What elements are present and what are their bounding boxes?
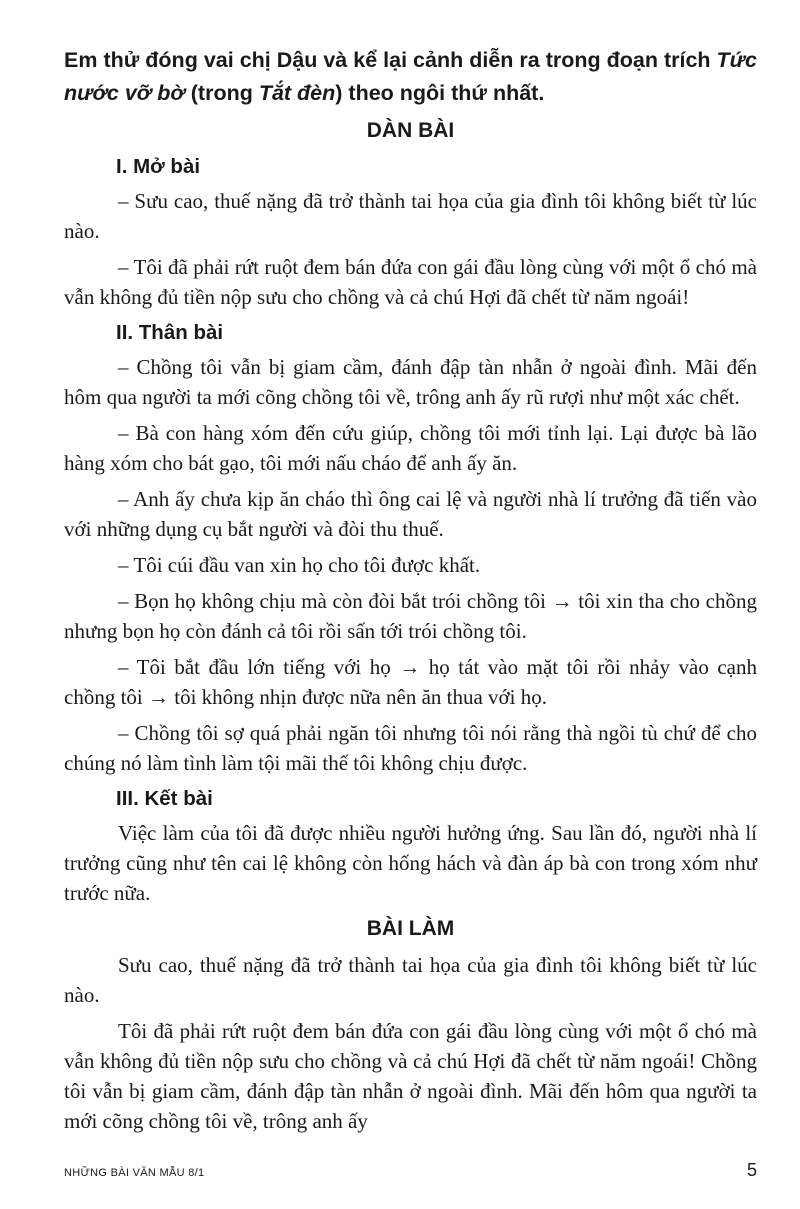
body-paragraph: – Anh ấy chưa kịp ăn cháo thì ông cai lệ và người nhà lí trưởng đã tiến vào với những dụng cụ bắt người và đòi thu thuế. [64, 487, 757, 541]
body-paragraph: – Chồng tôi sợ quá phải ngăn tôi nhưng tôi nói rằng thà ngồi tù chứ để cho chúng nó làm tình làm tội mãi thế tôi không chịu được. [64, 721, 757, 775]
outline-title: DÀN BÀI [366, 119, 455, 142]
essay-title: BÀI LÀM [366, 917, 455, 940]
document-page [64, 44, 757, 1142]
intro-paragraph: – Tôi đã phải rứt ruột đem bán đứa con gái đầu lòng cùng với một ổ chó mà vẫn không đủ tiền nộp sưu cho chồng và cả chú Hợi đã chết từ năm ngoái! [64, 255, 757, 309]
essay-paragraph: Sưu cao, thuế nặng đã trở thành tai họa của gia đình tôi không biết từ lúc nào. [64, 953, 757, 1007]
page-footer [64, 1160, 757, 1181]
conclusion-paragraph: Việc làm của tôi đã được nhiều người hưởng ứng. Sau lần đó, người nhà lí trưởng cũng như tên cai lệ không còn hống hách và đàn áp bà con trong xóm như trước nữa. [64, 821, 757, 905]
assignment-prompt [64, 44, 757, 110]
body-paragraph: – Bà con hàng xóm đến cứu giúp, chồng tôi mới tỉnh lại. Lại được bà lão hàng xóm cho bát gạo, tôi mới nấu cháo để anh ấy ăn. [64, 421, 757, 475]
body-paragraph: – Tôi cúi đầu van xin họ cho tôi được khất. [118, 553, 481, 577]
prompt-italic-2: Tắt đèn [258, 81, 336, 105]
conclusion-heading: III. Kết bài [116, 787, 213, 810]
body-heading: II. Thân bài [116, 321, 224, 344]
intro-paragraph: – Sưu cao, thuế nặng đã trở thành tai họa của gia đình tôi không biết từ lúc nào. [64, 189, 757, 243]
essay-paragraph: Tôi đã phải rứt ruột đem bán đứa con gái đầu lòng cùng với một ổ chó mà vẫn không đủ tiền nộp sưu cho chồng và cả chú Hợi đã chết từ năm ngoái! Chồng tôi vẫn bị giam cầm, đánh đập tàn nhẫn ở ngoài đình. Mãi đến hôm qua người ta mới cõng chồng tôi về, trông anh ấy [64, 1019, 757, 1133]
prompt-text-2: (trong [184, 81, 259, 105]
prompt-text-1: Em thử đóng vai chị Dậu và kể lại cảnh diễn ra trong đoạn trích [64, 48, 717, 72]
prompt-text-3: ) theo ngôi thứ nhất. [335, 81, 545, 105]
prompt-italic-1: Tức nước vỡ bờ [64, 48, 757, 105]
body-paragraph: – Chồng tôi vẫn bị giam cầm, đánh đập tàn nhẫn ở ngoài đình. Mãi đến hôm qua người ta mới cõng chồng tôi về, trông anh ấy rũ rượi như một xác chết. [64, 355, 757, 409]
page-number: 5 [746, 1160, 757, 1180]
intro-heading: I. Mở bài [116, 155, 201, 178]
body-paragraph: – Bọn họ không chịu mà còn đòi bắt trói chồng tôi → tôi xin tha cho chồng nhưng bọn họ còn đánh cả tôi rồi sấn tới trói chồng tôi. [64, 589, 757, 643]
footer-book-title: NHỮNG BÀI VĂN MẪU 8/1 [64, 1167, 205, 1179]
body-paragraph: – Tôi bắt đầu lớn tiếng với họ → họ tát vào mặt tôi rồi nhảy vào cạnh chồng tôi → tôi không nhịn được nữa nên ăn thua với họ. [64, 655, 757, 709]
